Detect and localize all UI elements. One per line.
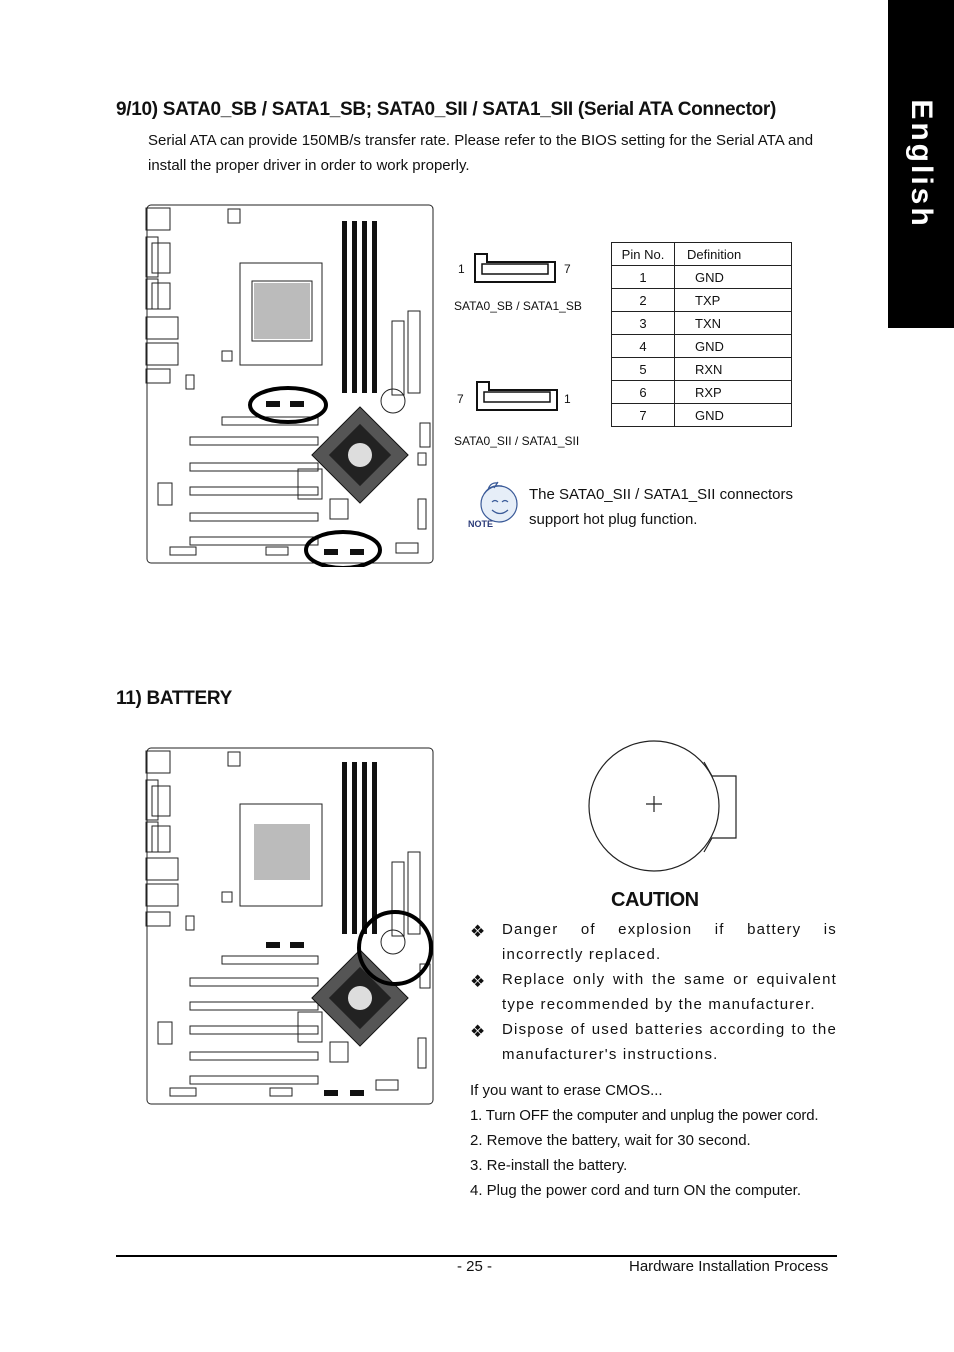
pin-number: 2	[612, 289, 675, 312]
pin-number: 1	[612, 266, 675, 289]
pin-table-header-pin: Pin No.	[612, 243, 675, 266]
pin-number: 7	[612, 404, 675, 427]
pin-table-header	[612, 243, 792, 266]
erase-step: 3. Re-install the battery.	[470, 1157, 628, 1174]
sata-sii-caption: SATA0_SII / SATA1_SII	[454, 434, 580, 448]
pin-definition: GND	[675, 404, 792, 427]
pin-definition: TXP	[675, 289, 792, 312]
pin-number: 3	[612, 312, 675, 335]
pin-definition: RXP	[675, 381, 792, 404]
battery-illustration	[586, 736, 742, 878]
note-text: The SATA0_SII / SATA1_SII connectors support hot plug function.	[529, 486, 794, 528]
pin-definition: RXN	[675, 358, 792, 381]
pin-number: 5	[612, 358, 675, 381]
sata-sb-connector-icon	[472, 250, 558, 284]
pin-number: 4	[612, 335, 675, 358]
pin-table-row	[612, 404, 792, 427]
erase-step: 1. Turn OFF the computer and unplug the power cord.	[470, 1107, 819, 1124]
note-icon-label: NOTE	[468, 519, 494, 529]
caution-title: CAUTION	[611, 889, 699, 911]
pin-number: 6	[612, 381, 675, 404]
footer-divider	[116, 1255, 837, 1257]
sata-description: Serial ATA can provide 150MB/s transfer rate. Please refer to the BIOS setting for the Serial ATA and install the proper driver in order to work properly.	[148, 132, 814, 174]
pin-table-row	[612, 358, 792, 381]
diamond-bullet-icon: ❖	[470, 922, 487, 941]
pin-table-row	[612, 335, 792, 358]
pin-table-row	[612, 266, 792, 289]
language-tab-label: English	[905, 99, 938, 229]
sata-sb-caption: SATA0_SB / SATA1_SB	[454, 299, 582, 313]
caution-item-text: Dispose of used batteries according to the manufacturer's instructions.	[502, 1021, 837, 1063]
sata-sii-right-pin: 1	[564, 392, 571, 406]
pin-table-row	[612, 381, 792, 404]
erase-step: 4. Plug the power cord and turn ON the computer.	[470, 1182, 802, 1199]
sata-pin-table	[611, 242, 792, 427]
sata-sii-left-pin: 7	[457, 392, 464, 406]
caution-item-text: Replace only with the same or equivalent type recommended by the manufacturer.	[502, 971, 837, 1013]
pin-table-row	[612, 289, 792, 312]
caution-item	[470, 967, 837, 1017]
erase-cmos-intro: If you want to erase CMOS...	[470, 1082, 663, 1099]
caution-item	[470, 917, 837, 967]
sata-sb-left-pin: 1	[458, 262, 465, 276]
sata-sii-connector-icon	[474, 378, 560, 412]
sata-sb-right-pin: 7	[564, 262, 571, 276]
erase-step: 2. Remove the battery, wait for 30 second.	[470, 1132, 751, 1149]
pin-table-row	[612, 312, 792, 335]
pin-definition: GND	[675, 335, 792, 358]
diamond-bullet-icon: ❖	[470, 1022, 487, 1041]
caution-item-text: Danger of explosion if battery is incorrectly replaced.	[502, 921, 837, 963]
pin-definition: TXN	[675, 312, 792, 335]
caution-item	[470, 1017, 837, 1067]
pin-table-header-definition: Definition	[675, 243, 792, 266]
footer-section-title: Hardware Installation Process	[629, 1258, 829, 1275]
sata-heading: 9/10) SATA0_SB / SATA1_SB; SATA0_SII / SATA1_SII (Serial ATA Connector)	[116, 99, 777, 120]
pin-definition: GND	[675, 266, 792, 289]
battery-heading: 11) BATTERY	[116, 688, 232, 709]
language-tab	[888, 0, 954, 328]
motherboard-diagram-sata	[144, 203, 436, 567]
motherboard-diagram-battery	[144, 746, 436, 1108]
diamond-bullet-icon: ❖	[470, 972, 487, 991]
page-number: - 25 -	[457, 1258, 493, 1275]
